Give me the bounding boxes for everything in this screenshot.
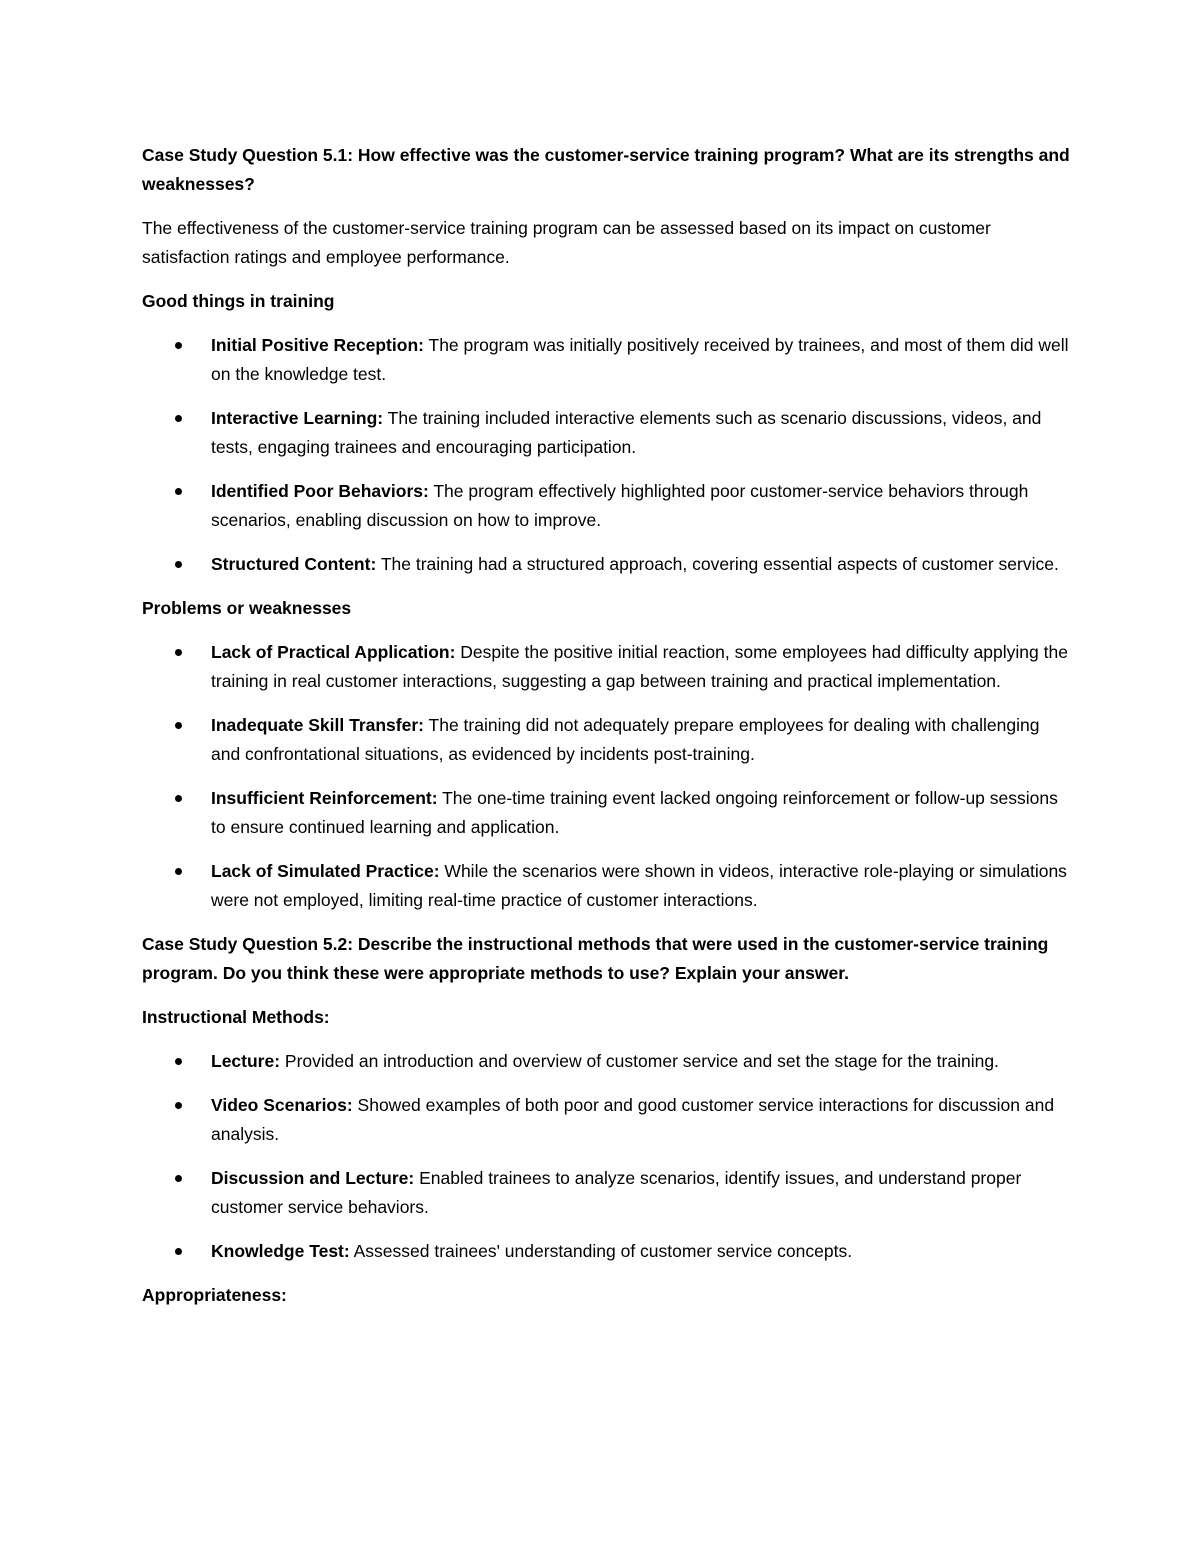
instructional-methods-heading: Instructional Methods: <box>142 1007 330 1027</box>
problems-heading: Problems or weaknesses <box>142 598 352 618</box>
item-term: Discussion and Lecture: <box>211 1168 415 1188</box>
list-item <box>142 638 1070 696</box>
item-term: Insufficient Reinforcement: <box>211 788 438 808</box>
list-item <box>142 550 1070 579</box>
item-text: Showed examples of both poor and good customer service interactions for discussion and analysis. <box>211 1095 1055 1144</box>
item-text: Assessed trainees' understanding of customer service concepts. <box>349 1241 853 1261</box>
item-text: The program effectively highlighted poor customer-service behaviors through scenarios, enabling discussion on how to improve. <box>211 481 1029 530</box>
item-term: Video Scenarios: <box>211 1095 353 1115</box>
item-term: Structured Content: <box>211 554 377 574</box>
item-term: Knowledge Test: <box>211 1241 350 1261</box>
item-text: Enabled trainees to analyze scenarios, identify issues, and understand proper customer service behaviors. <box>211 1168 1022 1217</box>
item-term: Initial Positive Reception: <box>211 335 424 355</box>
item-text: The training did not adequately prepare employees for dealing with challenging and confrontational situations, as evidenced by incidents post-training. <box>211 715 1040 764</box>
question-5-2-heading: Case Study Question 5.2: Describe the instructional methods that were used in the customer-service training program. Do you think these were appropriate methods to use? Explain your answer. <box>142 934 1049 983</box>
item-term: Inadequate Skill Transfer: <box>211 715 424 735</box>
list-item <box>142 1237 1070 1266</box>
list-item <box>142 711 1070 769</box>
item-text: Despite the positive initial reaction, some employees had difficulty applying the training in real customer interactions, suggesting a gap between training and practical implementation. <box>211 642 1068 691</box>
list-item <box>142 331 1070 389</box>
item-text: The one-time training event lacked ongoing reinforcement or follow-up sessions to ensure continued learning and application. <box>211 788 1058 837</box>
list-item <box>142 1091 1070 1149</box>
list-item <box>142 1164 1070 1222</box>
methods-list <box>142 1047 1070 1266</box>
list-item <box>142 1047 1070 1076</box>
item-term: Interactive Learning: <box>211 408 384 428</box>
list-item <box>142 477 1070 535</box>
item-term: Lecture: <box>211 1051 281 1071</box>
item-text: Provided an introduction and overview of customer service and set the stage for the training. <box>280 1051 999 1071</box>
item-text: The training had a structured approach, covering essential aspects of customer service. <box>376 554 1059 574</box>
item-text: The program was initially positively received by trainees, and most of them did well on the knowledge test. <box>211 335 1069 384</box>
list-item <box>142 784 1070 842</box>
item-text: While the scenarios were shown in videos, interactive role-playing or simulations were not employed, limiting real-time practice of customer interactions. <box>211 861 1067 910</box>
question-5-1-heading: Case Study Question 5.1: How effective was the customer-service training program? What are its strengths and weaknesses? <box>142 145 1070 194</box>
appropriateness-heading: Appropriateness: <box>142 1285 287 1305</box>
item-term: Identified Poor Behaviors: <box>211 481 429 501</box>
item-text: The training included interactive elements such as scenario discussions, videos, and tests, engaging trainees and encouraging participation. <box>211 408 1042 457</box>
item-term: Lack of Practical Application: <box>211 642 456 662</box>
list-item <box>142 857 1070 915</box>
list-item <box>142 404 1070 462</box>
item-term: Lack of Simulated Practice: <box>211 861 440 881</box>
effectiveness-intro: The effectiveness of the customer-service training program can be assessed based on its impact on customer satisfaction ratings and employee performance. <box>142 218 991 267</box>
good-things-list <box>142 331 1070 579</box>
problems-list <box>142 638 1070 915</box>
good-things-heading: Good things in training <box>142 291 335 311</box>
